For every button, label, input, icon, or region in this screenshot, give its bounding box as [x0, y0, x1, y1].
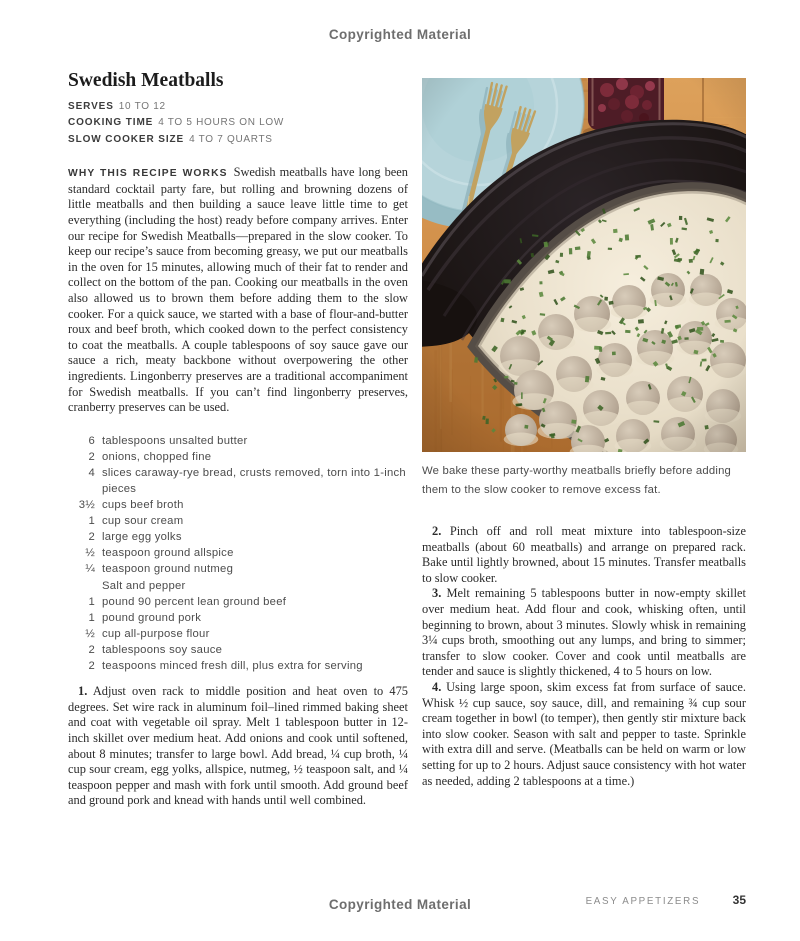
why-this-recipe-works	[68, 165, 408, 416]
step-3	[422, 586, 746, 680]
recipe-photo-art	[422, 78, 746, 452]
step-number: 4.	[432, 679, 442, 694]
ingredient-item	[68, 433, 408, 449]
copyright-notice-bottom: Copyrighted Material	[328, 897, 472, 912]
why-label: WHY THIS RECIPE WORKS	[68, 168, 228, 180]
ingredient-quantity: 2	[88, 660, 95, 673]
ingredient-quantity	[68, 578, 95, 594]
step-1	[68, 684, 408, 809]
ingredient-item	[68, 545, 408, 561]
ingredient-quantity: 4	[88, 466, 95, 479]
ingredient-item	[68, 610, 408, 626]
step-4	[422, 680, 746, 789]
right-column	[422, 78, 746, 789]
step-2	[422, 524, 746, 586]
ingredient-item	[68, 578, 408, 594]
meta-label: COOKING TIME	[68, 117, 154, 129]
recipe-photo	[422, 78, 746, 452]
ingredient-text: cup all-purpose flour	[102, 627, 210, 640]
meta-value: 4 TO 5 HOURS ON LOW	[158, 117, 284, 129]
ingredient-text: pound 90 percent lean ground beef	[102, 595, 287, 608]
instructions-left	[68, 684, 408, 809]
ingredient-quantity: ½	[85, 627, 95, 640]
meta-value: 10 TO 12	[118, 101, 166, 112]
instructions-right	[422, 524, 746, 789]
why-text: Swedish meatballs have long been standard cocktail party fare, but rolling and browning dozens of little meatballs and then building a sauce leave little time to get everything (including the host) ready before company arrives. Enter our recipe for Swedish Meatballs—prepared in the slow cooker. To keep our recipe’s sauce from becoming greasy, we put our meatballs in the oven for 15 minutes, allowing much of their fat to render and collect on the bottom of the pan. Cooking our meatballs in the oven also allowed us to brown them before adding them to the slow cooker. For a quick sauce, we started with a base of flour-and-butter roux and beef broth, which cooked down to the perfect consistency to coat the meatballs. A couple tablespoons of soy sauce gave our sauce a rich, meaty backbone without overpowering the other ingredients. Lingonberry preserves are a traditional accompaniment for Swedish meatballs. If you can’t find lingonberry preserves, cranberry preserves can be used.	[68, 165, 408, 415]
meta-value: 4 TO 7 QUARTS	[189, 133, 273, 145]
ingredient-quantity: ¼	[85, 563, 95, 576]
recipe-meta	[68, 99, 408, 148]
ingredient-text: large egg yolks	[102, 531, 182, 544]
step-number: 3.	[432, 586, 442, 601]
ingredient-quantity: 6	[88, 434, 95, 447]
ingredient-text: tablespoons soy sauce	[102, 643, 223, 656]
recipe-meta-row	[68, 99, 408, 115]
ingredient-item	[68, 658, 408, 674]
ingredient-item	[68, 465, 408, 497]
photo-caption: We bake these party-worthy meatballs briefly before adding them to the slow cooker to remove excess fat.	[422, 465, 732, 496]
ingredient-item	[68, 513, 408, 529]
ingredient-quantity: 1	[88, 611, 95, 624]
ingredient-text: teaspoon ground allspice	[102, 547, 234, 560]
step-number: 1.	[78, 684, 88, 699]
ingredient-text: pound ground pork	[102, 611, 202, 624]
ingredient-item	[68, 449, 408, 465]
ingredient-item	[68, 594, 408, 610]
ingredient-quantity: 1	[88, 595, 95, 608]
ingredient-item	[68, 529, 408, 545]
ingredient-text: cups beef broth	[102, 499, 184, 512]
ingredient-quantity: 2	[88, 450, 95, 463]
ingredient-list	[68, 433, 408, 674]
step-number: 2.	[432, 524, 442, 538]
ingredient-text: teaspoon ground nutmeg	[102, 563, 234, 576]
ingredient-quantity: 3½	[78, 499, 95, 512]
ingredient-quantity: ½	[85, 547, 95, 560]
ingredient-quantity: 1	[88, 515, 95, 528]
step-text: Melt remaining 5 tablespoons butter in now-empty skillet over medium heat. Add flour and cook, whisking often, until beginning to brown, about 3 minutes. Slowly whisk in remaining 3¼ cups broth, smoothing out any lumps, and bring to simmer; transfer to slow cooker. Cover and cook until meatballs are tender and sauce is slightly thickened, 4 to 5 hours on low.	[422, 586, 746, 679]
recipe-meta-row	[68, 132, 408, 148]
step-text: Using large spoon, skim excess fat from surface of sauce. Whisk ½ cup sauce, soy sauce, dill, and remaining ¾ cup sour cream together in bowl (to temper), then gently stir mixture back into slow cooker. Season with salt and pepper to taste. Sprinkle with extra dill and serve. (Meatballs can be held on warm or low setting for up to 2 hours. Adjust sauce consistency with hot water as needed, adding 2 tablespoons at a time.)	[422, 679, 746, 788]
ingredient-quantity: 2	[88, 643, 95, 656]
left-column	[68, 70, 408, 809]
recipe-meta-row	[68, 115, 408, 131]
meta-label: SERVES	[68, 101, 114, 112]
recipe-title: Swedish Meatballs	[68, 70, 224, 91]
ingredient-text: tablespoons unsalted butter	[102, 434, 248, 447]
ingredient-text: cup sour cream	[102, 515, 184, 528]
ingredient-text: Salt and pepper	[102, 579, 186, 592]
ingredient-item	[68, 497, 408, 513]
page-number: 35	[732, 893, 746, 907]
ingredient-text: slices caraway-rye bread, crusts removed, torn into 1-inch pieces	[102, 466, 406, 495]
ingredient-item	[68, 642, 408, 658]
meta-label: SLOW COOKER SIZE	[68, 133, 185, 145]
step-text: Pinch off and roll meat mixture into tablespoon-size meatballs (about 60 meatballs) and arrange on prepared rack. Bake until lightly browned, about 15 minutes. Transfer meatballs to slow cooker.	[422, 524, 746, 585]
step-text: Adjust oven rack to middle position and heat oven to 475 degrees. Set wire rack in aluminum foil–lined rimmed baking sheet and coat with vegetable oil spray. Melt 1 tablespoon butter in 12-inch skillet over medium heat. Add onions and cook until softened, about 8 minutes; transfer to large bowl. Add bread, ¼ cup broth, ¼ cup sour cream, egg yolks, allspice, nutmeg, ½ teaspoon salt, and ¼ teaspoon pepper and mash with fork until smooth. Add ground beef and ground pork and knead with hands until well combined.	[68, 684, 408, 808]
ingredient-item	[68, 626, 408, 642]
ingredient-quantity: 2	[88, 531, 95, 544]
copyright-notice-top: Copyrighted Material	[328, 27, 472, 42]
section-name: EASY APPETIZERS	[585, 896, 701, 907]
ingredient-text: teaspoons minced fresh dill, plus extra for serving	[102, 660, 363, 673]
ingredient-item	[68, 561, 408, 577]
ingredient-text: onions, chopped fine	[102, 450, 212, 463]
